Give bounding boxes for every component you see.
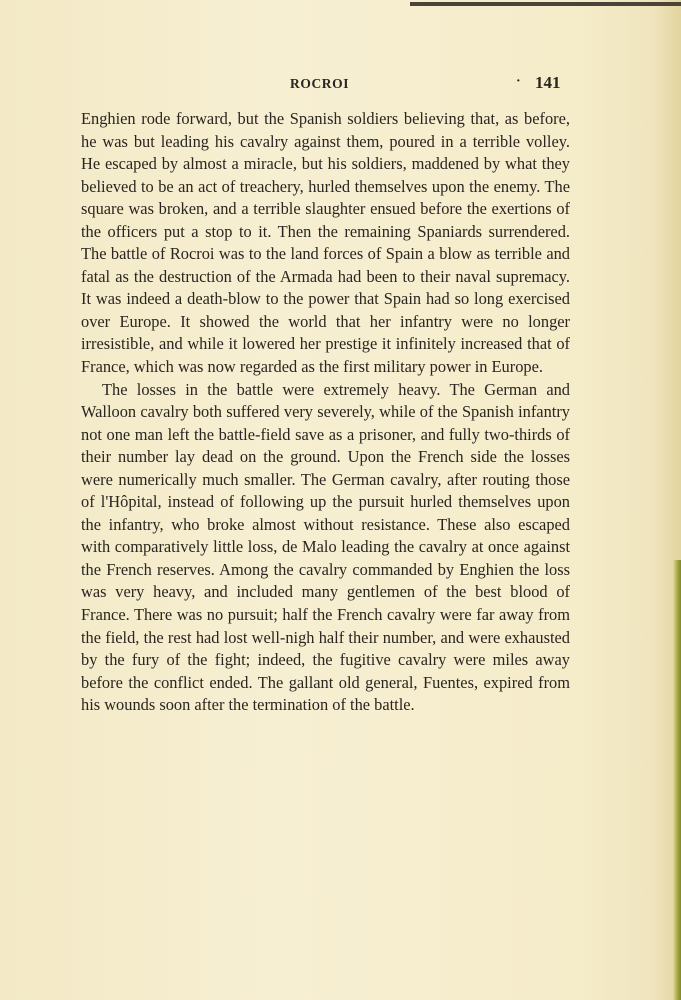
running-title: ROCROI	[290, 76, 350, 91]
top-edge-rule	[410, 2, 681, 6]
body-text	[81, 108, 570, 717]
header-separator: ·	[516, 74, 521, 89]
paragraph-2: The losses in the battle were extremely heavy. The German and Walloon cavalry both suffered very severely, while of the Spanish infantry not one man left the battle-field save as a prisoner, and fully two-thirds of their number lay dead on the ground. Upon the French side the losses were numerically much smaller. The German cavalry, after routing those of l'Hôpital, instead of following up the pursuit hurled themselves upon the infantry, who broke almost without resistance. These also escaped with comparatively little loss, de Malo leading the cavalry at once against the French reserves. Among the cavalry commanded by Enghien the loss was very heavy, and included many gentlemen of the best blood of France. There was no pursuit; half the French cavalry were far away from the field, the rest had lost well-nigh half their number, and were exhausted by the fury of the fight; indeed, the fugitive cavalry were miles away before the conflict ended. The gallant old general, Fuentes, expired from his wounds soon after the termination of the battle.	[81, 379, 570, 715]
paragraph-1: Enghien rode forward, but the Spanish soldiers believing that, as before, he was but leading his cavalry against them, poured in a terrible volley. He escaped by almost a miracle, but his soldiers, maddened by what they believed to be an act of treachery, hurled themselves upon the enemy. The square was broken, and a terrible slaughter ensued before the exertions of the officers put a stop to it. Then the remaining Spaniards surrendered. The battle of Rocroi was to the land forces of Spain a blow as terrible and fatal as the destruction of the Armada had been to their naval supremacy. It was indeed a death-blow to the power that Spain had so long exercised over Europe. It showed the world that her infantry were no longer irresistible, and while it lowered her prestige it infinitely increased that of France, which was now regarded as the first military power in Europe.	[81, 109, 570, 377]
running-head	[0, 72, 681, 96]
page-edge-stain	[673, 560, 681, 1000]
page-number: 141	[535, 73, 561, 92]
